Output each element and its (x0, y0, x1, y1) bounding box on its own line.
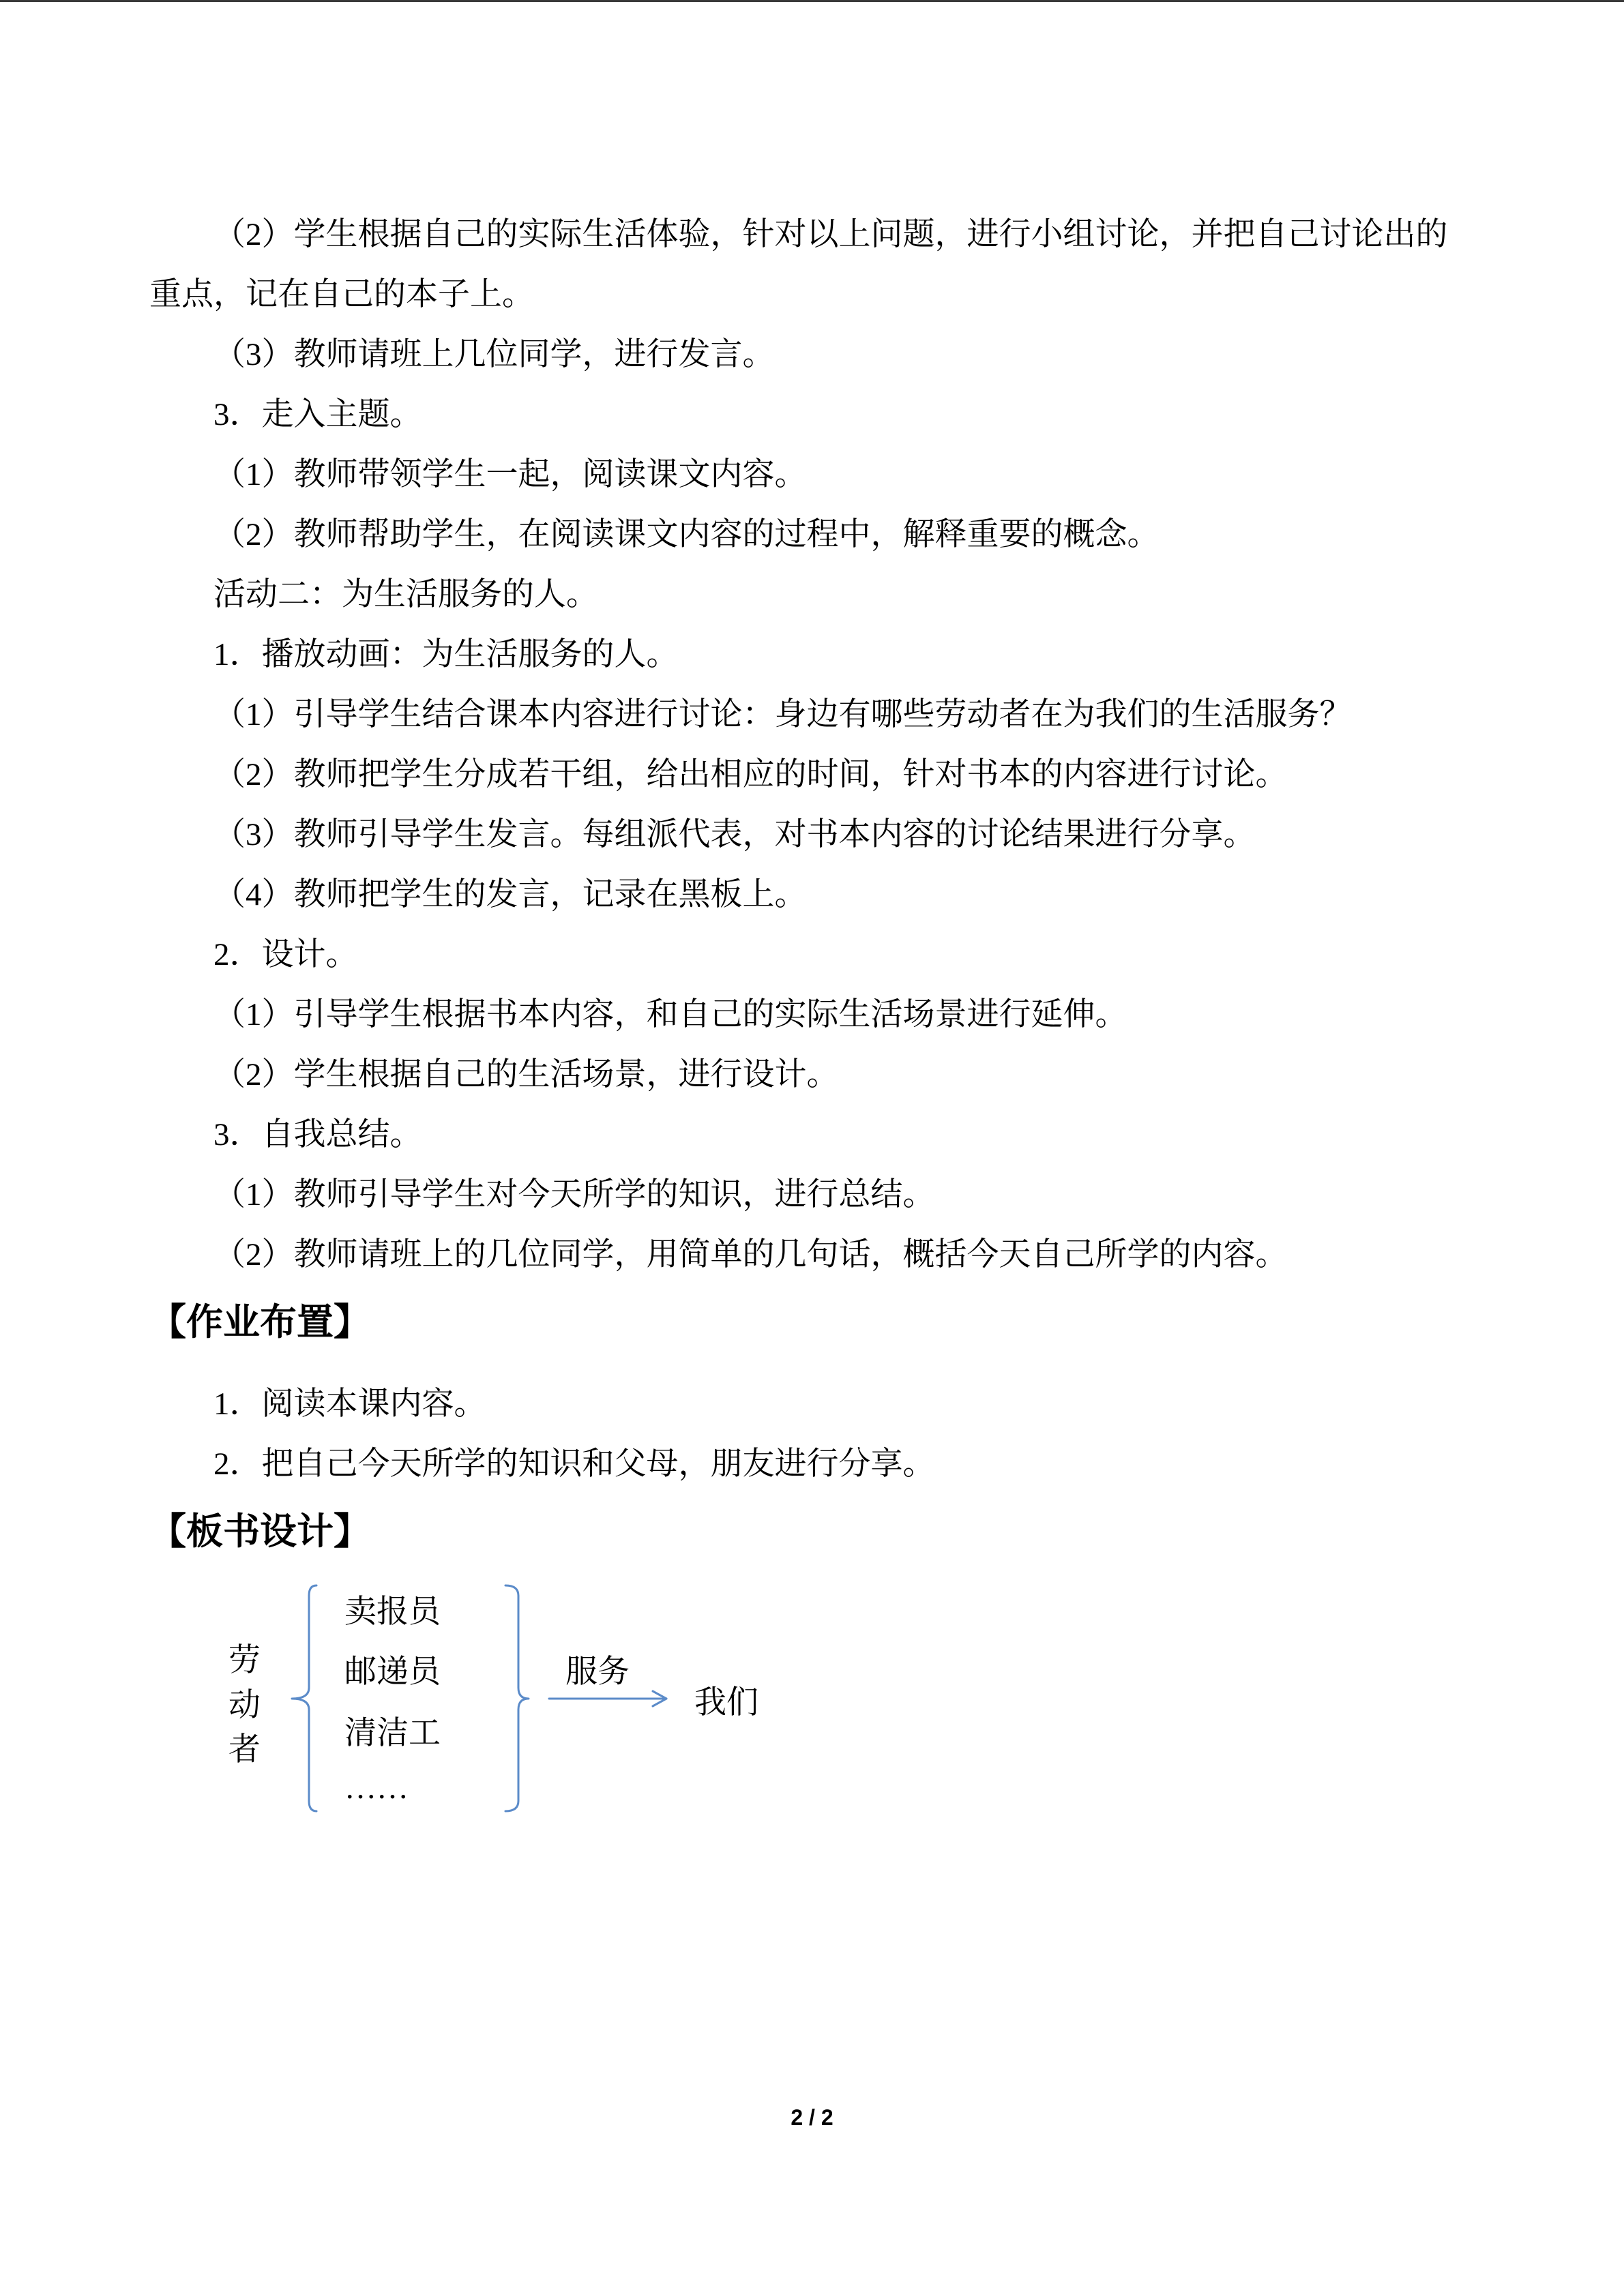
board-diagram (273, 1568, 696, 1841)
worker-item: 邮递员 (344, 1654, 441, 1690)
body-line: （1）教师引导学生对今天所学的知识，进行总结。 (213, 1177, 935, 1212)
subject-char: 动 (228, 1688, 261, 1723)
body-line: （1）引导学生结合课本内容进行讨论：身边有哪些劳动者在为我们的生活服务？ (213, 697, 1352, 732)
homework-item: 1．阅读本课内容。 (213, 1386, 486, 1422)
body-line: （2）教师请班上的几位同学，用简单的几句话，概括今天自己所学的内容。 (213, 1237, 1288, 1272)
homework-heading: 【作业布置】 (149, 1302, 370, 1343)
body-line: （3）教师请班上几位同学，进行发言。 (213, 337, 775, 372)
right-brace (505, 1585, 529, 1811)
body-line: （3）教师引导学生发言。每组派代表，对书本内容的讨论结果进行分享。 (213, 817, 1256, 852)
left-brace (292, 1585, 316, 1811)
body-line: （1）教师带领学生一起，阅读课文内容。 (213, 457, 807, 492)
body-line: 重点，记在自己的本子上。 (149, 277, 534, 312)
body-line: （2）教师帮助学生，在阅读课文内容的过程中，解释重要的概念。 (213, 517, 1160, 552)
subject-char: 劳 (228, 1643, 261, 1678)
worker-item: 卖报员 (344, 1594, 441, 1630)
body-line: 2．设计。 (213, 937, 358, 972)
body-line: （2）教师把学生分成若干组，给出相应的时间，针对书本的内容进行讨论。 (213, 757, 1288, 792)
body-line: 1．播放动画：为生活服务的人。 (213, 637, 679, 672)
body-line: 3．自我总结。 (213, 1117, 422, 1152)
body-line: （1）引导学生根据书本内容，和自己的实际生活场景进行延伸。 (213, 997, 1127, 1032)
body-line: （4）教师把学生的发言，记录在黑板上。 (213, 877, 807, 912)
page-number: 2 / 2 (791, 2105, 833, 2130)
homework-item: 2．把自己今天所学的知识和父母，朋友进行分享。 (213, 1446, 935, 1482)
worker-item: 清洁工 (344, 1716, 441, 1751)
body-line: （2）学生根据自己的实际生活体验，针对以上问题，进行小组讨论，并把自己讨论出的 (213, 217, 1448, 252)
relation-label: 服务 (565, 1654, 630, 1690)
body-line: 活动二：为生活服务的人。 (213, 577, 598, 612)
page-top-border (0, 0, 1624, 2)
worker-item: …… (344, 1770, 409, 1806)
body-line: 3．走入主题。 (213, 397, 422, 432)
subject-char: 者 (228, 1732, 261, 1768)
target-label: 我们 (694, 1685, 758, 1720)
board-design-heading: 【板书设计】 (149, 1511, 370, 1552)
body-line: （2）学生根据自己的生活场景，进行设计。 (213, 1057, 839, 1092)
